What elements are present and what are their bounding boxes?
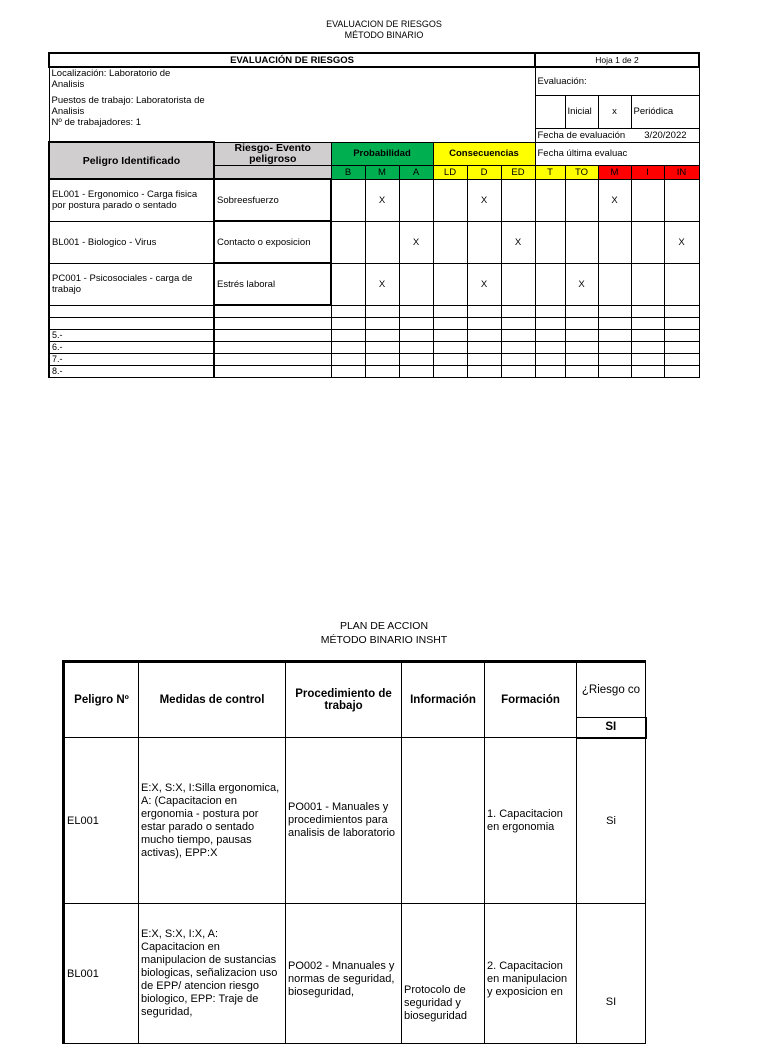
prob-sub-b: B — [331, 165, 365, 179]
risk-row-mark: X — [399, 221, 433, 263]
plan-row-training: 1. Capacitacion en ergonomia — [485, 738, 577, 904]
risk-row-event: Sobreesfuerzo — [214, 179, 331, 221]
risk-row-mark — [565, 221, 598, 263]
risk-row-mark — [535, 263, 565, 305]
risk-row-mark: X — [365, 179, 399, 221]
prob-sub-a: A — [399, 165, 433, 179]
plan-row-information — [402, 738, 485, 904]
risk-row-mark — [331, 221, 365, 263]
est-sub-to: TO — [565, 165, 598, 179]
plan-row-control: E:X, S:X, I:X, A: Capacitacion en manipulacion de sustancias biologicas, señalizacion uso de EPP/ atencion riesgo biologico, EPP: Traje de seguridad, — [139, 904, 286, 1044]
risk-row-mark — [631, 179, 664, 221]
risk-row — [49, 221, 699, 263]
plan-row-risk-controlled: SI — [577, 904, 646, 1044]
risk-row-mark — [664, 263, 699, 305]
est-sub-i: I — [631, 165, 664, 179]
plan-row-procedure: PO001 - Manuales y procedimientos para analisis de laboratorio — [286, 738, 402, 904]
evaluation-date-value: 3/20/2022 — [644, 129, 687, 141]
prob-sub-m: M — [365, 165, 399, 179]
risk-row-mark — [598, 221, 631, 263]
doc-subtitle: MÉTODO BINARIO — [344, 30, 424, 40]
risk-table-title: EVALUACIÓN DE RIESGOS — [49, 53, 535, 67]
risk-row-mark — [598, 263, 631, 305]
plan-title: PLAN DE ACCION — [339, 620, 429, 632]
cons-sub-d: D — [467, 165, 501, 179]
risk-row-mark — [399, 263, 433, 305]
risk-row-mark — [535, 221, 565, 263]
evaluation-label: Evaluación: — [535, 67, 699, 95]
risk-empty-row-label: 5.- — [49, 329, 214, 341]
plan-col-training: Formación — [485, 662, 577, 738]
plan-row-training: 2. Capacitacion en manipulacion y exposicion en — [485, 904, 577, 1044]
plan-col-risk-controlled: ¿Riesgo co — [577, 662, 646, 718]
risk-row-mark: X — [664, 221, 699, 263]
risk-row-mark: X — [565, 263, 598, 305]
risk-row-mark — [433, 179, 467, 221]
risk-empty-row — [49, 329, 699, 341]
col-consequences-header: Consecuencias — [433, 142, 535, 165]
plan-row — [64, 904, 646, 1044]
initial-mark: x — [598, 95, 631, 128]
plan-row-information: Protocolo de seguridad y bioseguridad — [402, 904, 485, 1044]
evaluation-date-label: Fecha de evaluación — [537, 129, 626, 141]
col-hazard-header: Peligro Identificado — [49, 142, 214, 179]
est-sub-in: IN — [664, 165, 699, 179]
risk-row-mark — [331, 179, 365, 221]
risk-empty-row-label — [49, 317, 214, 329]
location-text: Localización: Laboratorio de Analisis — [51, 68, 171, 90]
risk-row-hazard: BL001 - Biologico - Virus — [49, 221, 214, 263]
risk-row-mark — [433, 263, 467, 305]
est-sub-m: M — [598, 165, 631, 179]
risk-row-mark: X — [365, 263, 399, 305]
risk-empty-row-label — [49, 305, 214, 317]
action-plan-table — [62, 660, 647, 1044]
risk-row-mark — [433, 221, 467, 263]
cons-sub-ed: ED — [501, 165, 535, 179]
plan-row-hazard: BL001 — [64, 904, 139, 1044]
risk-row — [49, 263, 699, 305]
plan-row-procedure: PO002 - Mnanuales y normas de seguridad, bioseguridad, — [286, 904, 402, 1044]
risk-row-mark — [631, 221, 664, 263]
plan-subtitle: MÉTODO BINARIO INSHT — [320, 634, 448, 646]
plan-row-risk-controlled: Si — [577, 738, 646, 904]
risk-row-mark — [467, 221, 501, 263]
plan-col-information: Información — [402, 662, 485, 738]
plan-row — [64, 738, 646, 904]
risk-row-mark — [565, 179, 598, 221]
plan-col-control: Medidas de control — [139, 662, 286, 738]
periodic-label: Periódica — [631, 95, 699, 128]
plan-col-hazard: Peligro Nº — [64, 662, 139, 738]
risk-row-mark: X — [467, 179, 501, 221]
risk-empty-row — [49, 365, 699, 377]
risk-row-event: Estrés laboral — [214, 263, 331, 305]
risk-row — [49, 179, 699, 221]
est-sub-t: T — [535, 165, 565, 179]
plan-row-control: E:X, S:X, I:Silla ergonomica, A: (Capacitacion en ergonomia - postura por estar parado o sentado mucho tiempo, pausas activas), EPP:X — [139, 738, 286, 904]
risk-row-mark — [501, 179, 535, 221]
plan-col-procedure: Procedimiento de trabajo — [286, 662, 402, 738]
workstation-text: Puestos de trabajo: Laboratorista de Analisis — [51, 95, 205, 117]
risk-empty-row — [49, 317, 699, 329]
risk-row-hazard: EL001 - Ergonomico - Carga fisica por postura parado o sentado — [49, 179, 214, 221]
risk-row-mark — [535, 179, 565, 221]
risk-row-mark: X — [467, 263, 501, 305]
risk-row-mark — [365, 221, 399, 263]
risk-evaluation-table — [48, 52, 700, 378]
plan-row-hazard: EL001 — [64, 738, 139, 904]
risk-empty-row — [49, 341, 699, 353]
workers-count: Nº de trabajadores: 1 — [51, 117, 142, 128]
risk-empty-row — [49, 353, 699, 365]
col-probability-header: Probabilidad — [331, 142, 433, 165]
risk-empty-row-label: 8.- — [49, 365, 214, 377]
sheet-number: Hoja 1 de 2 — [535, 53, 699, 67]
plan-sub-si: SI — [577, 718, 646, 738]
risk-row-mark — [501, 263, 535, 305]
risk-row-mark: X — [598, 179, 631, 221]
initial-label: Inicial — [565, 95, 598, 128]
risk-row-mark: X — [501, 221, 535, 263]
risk-empty-row-label: 6.- — [49, 341, 214, 353]
cons-sub-ld: LD — [433, 165, 467, 179]
risk-row-mark — [399, 179, 433, 221]
risk-empty-row-label: 7.- — [49, 353, 214, 365]
risk-row-mark — [631, 263, 664, 305]
risk-row-event: Contacto o exposicion — [214, 221, 331, 263]
risk-row-mark — [664, 179, 699, 221]
risk-row-mark — [331, 263, 365, 305]
last-evaluation-label: Fecha última evaluac — [535, 142, 699, 165]
col-risk-event-header: Riesgo- Evento peligroso — [214, 142, 331, 165]
risk-row-hazard: PC001 - Psicosociales - carga de trabajo — [49, 263, 214, 305]
doc-title: EVALUACION DE RIESGOS — [326, 19, 442, 29]
risk-empty-row — [49, 305, 699, 317]
